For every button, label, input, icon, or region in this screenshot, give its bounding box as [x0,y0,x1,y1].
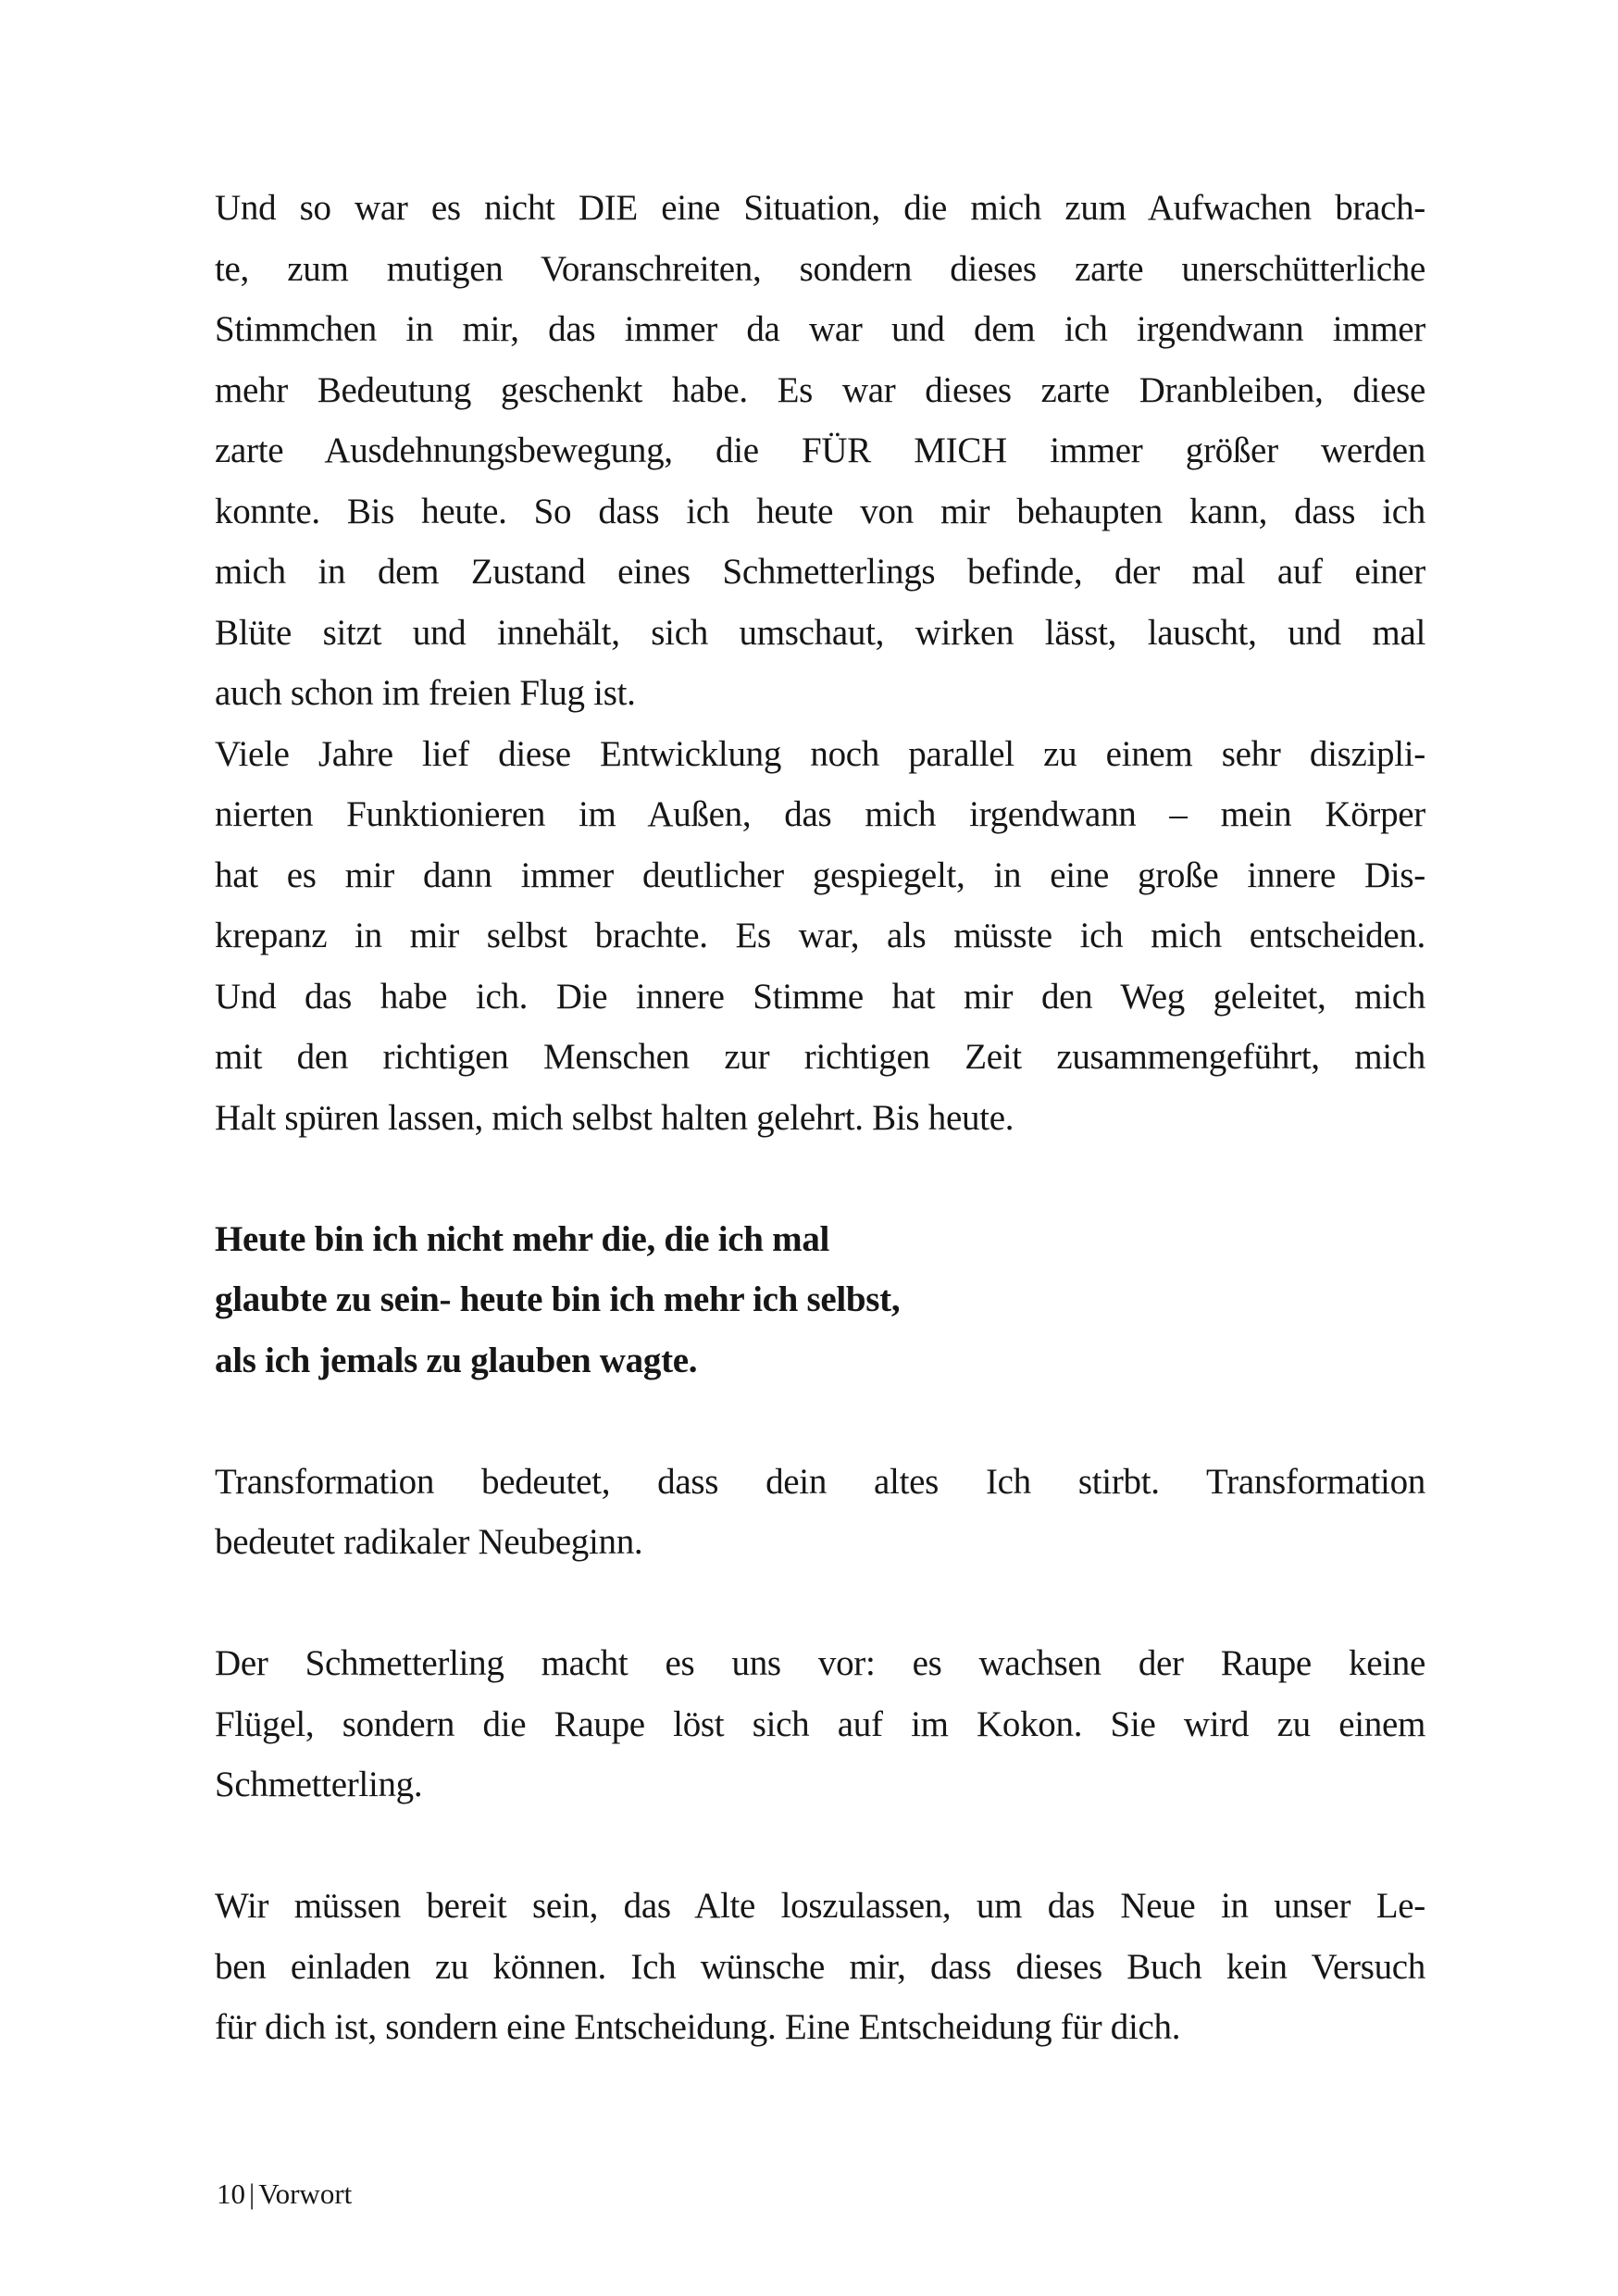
text-line: Stimmchen in mir, das immer da war und dem ich irgendwann immer [215,309,1425,349]
page-body [215,178,1425,2058]
page-footer [217,2177,352,2211]
text-line: zarte Ausdehnungsbewegung, die FÜR MICH immer größer werden [215,430,1425,470]
text-line: konnte. Bis heute. So dass ich heute von mir behaupten kann, dass ich [215,491,1425,531]
text-line: hat es mir dann immer deutlicher gespiegelt, in eine große innere Dis- [215,855,1425,895]
text-line: bedeutet radikaler Neubeginn. [215,1522,643,1562]
paragraph-3 [215,1452,1425,1573]
text-line: Transformation bedeutet, dass dein altes Ich stirbt. Transformation [215,1461,1425,1502]
paragraph-4 [215,1633,1425,1816]
text-line: Und das habe ich. Die innere Stimme hat mir den Weg geleitet, mich [215,976,1425,1017]
text-line: Blüte sitzt und innehält, sich umschaut, wirken lässt, lauscht, und mal [215,612,1425,653]
text-line: Der Schmetterling macht es uns vor: es wachsen der Raupe keine [215,1643,1425,1683]
paragraph-5 [215,1876,1425,2058]
text-line: mich in dem Zustand eines Schmetterlings befinde, der mal auf einer [215,552,1425,592]
text-line: Halt spüren lassen, mich selbst halten gelehrt. Bis heute. [215,1097,1014,1138]
paragraph-2 [215,724,1425,1149]
text-line: Wir müssen bereit sein, das Alte loszulassen, um das Neue in unser Le- [215,1886,1425,1926]
paragraph-1 [215,178,1425,724]
paragraph-spacer [215,1148,1425,1209]
text-line: Flügel, sondern die Raupe löst sich auf im Kokon. Sie wird zu einem [215,1703,1425,1744]
text-line: te, zum mutigen Voranschreiten, sondern dieses zarte unerschütterliche [215,248,1425,289]
text-line: nierten Funktionieren im Außen, das mich irgendwann – mein Körper [215,794,1425,834]
quote-line: Heute bin ich nicht mehr die, die ich mal [215,1218,830,1259]
text-line: für dich ist, sondern eine Entscheidung. Eine Entscheidung für dich. [215,2007,1181,2047]
text-line: Viele Jahre lief diese Entwicklung noch parallel zu einem sehr diszipli- [215,733,1425,774]
paragraph-spacer [215,1391,1425,1452]
section-title: Vorwort [258,2177,353,2210]
text-line: Schmetterling. [215,1765,423,1804]
text-line: Und so war es nicht DIE eine Situation, die mich zum Aufwachen brach- [215,188,1425,228]
text-line: ben einladen zu können. Ich wünsche mir, dass dieses Buch kein Versuch [215,1946,1425,1987]
quote-line: als ich jemals zu glauben wagte. [215,1340,698,1380]
footer-separator: | [249,2177,255,2210]
paragraph-spacer [215,1816,1425,1877]
text-line: auch schon im freien Flug ist. [215,673,636,713]
text-line: mit den richtigen Menschen zur richtigen Zeit zusammengeführt, mich [215,1037,1425,1077]
bold-quote [215,1209,1425,1391]
quote-line: glaubte zu sein- heute bin ich mehr ich selbst, [215,1279,901,1319]
text-line: mehr Bedeutung geschenkt habe. Es war dieses zarte Dranbleiben, diese [215,369,1425,410]
page-number: 10 [217,2177,245,2210]
paragraph-spacer [215,1573,1425,1634]
text-line: krepanz in mir selbst brachte. Es war, als müsste ich mich entscheiden. [215,916,1425,955]
